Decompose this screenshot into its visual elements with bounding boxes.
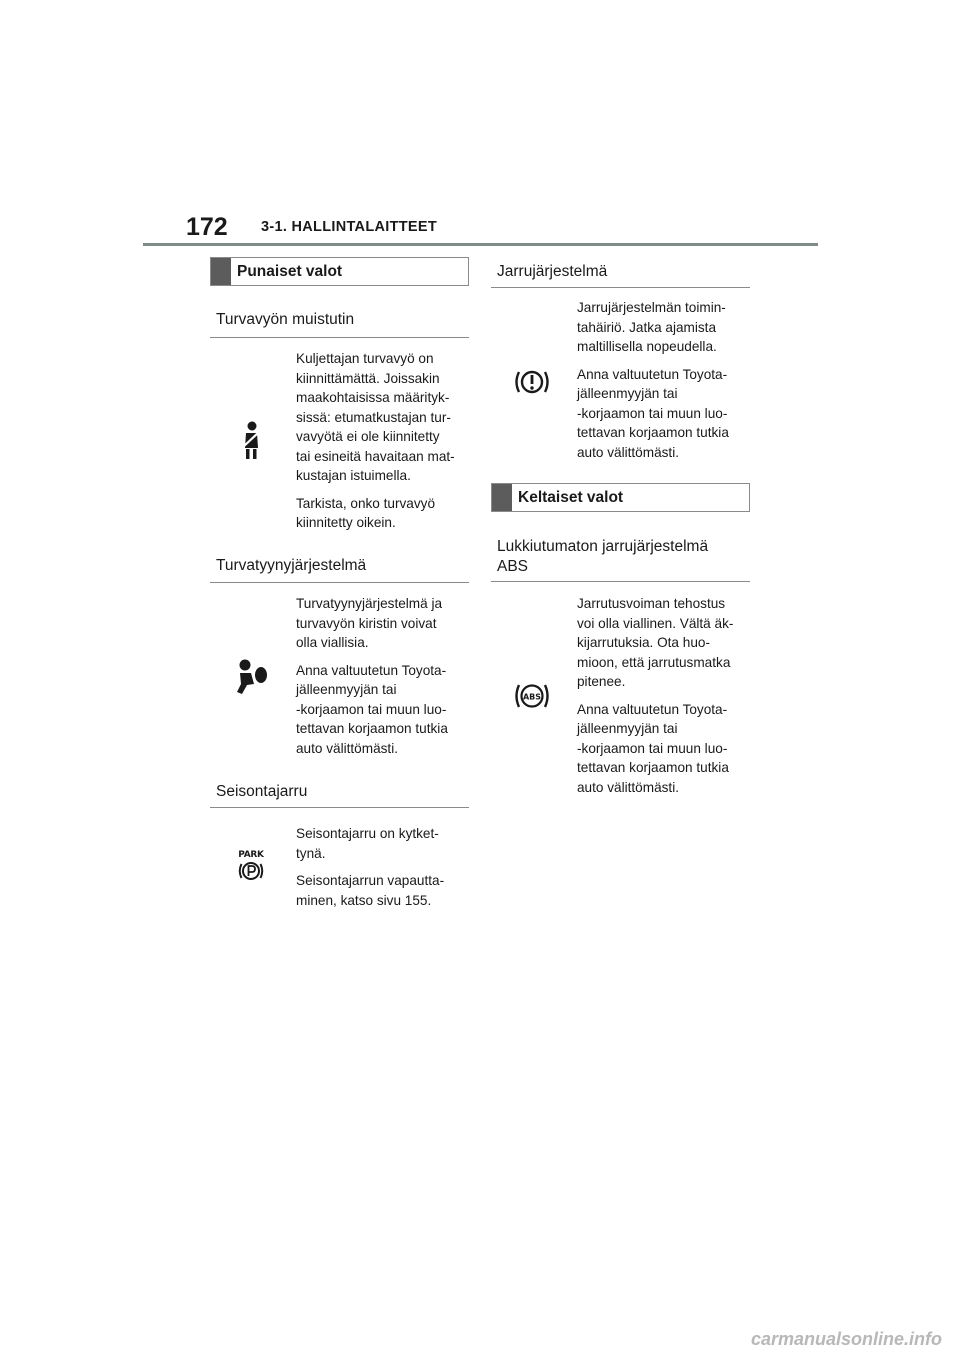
- abs-paragraph-1: Jarrutusvoiman tehostus voi olla viallinen. Vältä äk- kijarrutuksia. Ota huo- mioon, että jarrutusmatka pitenee.: [577, 596, 734, 689]
- abs-icon: [513, 680, 551, 717]
- parking-brake-paragraph-2: Seisontajarrun vapautta- minen, katso sivu 155.: [296, 873, 445, 908]
- abs-title-line-1: Lukkiutumaton jarrujärjestelmä: [497, 538, 709, 555]
- abs-paragraph-2: Anna valtuutetun Toyota- jälleenmyyjän tai -korjaamon tai muun luo- tettavan korjaamon tutkia auto välittömästi.: [577, 701, 729, 795]
- header-rule: [143, 243, 818, 246]
- abs-icon-label: ABS: [522, 692, 542, 702]
- seatbelt-section-title: Turvavyön muistutin: [216, 311, 355, 328]
- brake-section-title: Jarrujärjestelmä: [497, 263, 608, 280]
- section-rule: [210, 337, 469, 338]
- abs-section-title: [497, 537, 708, 577]
- section-rule: [491, 581, 750, 582]
- section-rule: [210, 807, 469, 808]
- yellow-lights-title: Keltaiset valot: [518, 489, 624, 506]
- seatbelt-paragraph-2: Tarkista, onko turvavyö kiinnitetty oikein.: [296, 495, 436, 530]
- abs-description: [577, 594, 757, 805]
- parking-brake-paragraph-1: Seisontajarru on kytket- tynä.: [296, 826, 439, 861]
- abs-title-line-2: ABS: [497, 558, 529, 575]
- section-rule: [210, 582, 469, 583]
- airbag-description: [296, 594, 476, 766]
- airbag-icon: [232, 658, 270, 701]
- page-number: 172: [186, 213, 228, 241]
- yellow-lights-band: [491, 483, 750, 512]
- park-label: PARK: [238, 850, 264, 860]
- brake-paragraph-1: Jarrujärjestelmän toimin- tahäiriö. Jatka ajamista maltillisella nopeudella.: [577, 300, 726, 354]
- airbag-paragraph-1: Turvatyynyjärjestelmä ja turvavyön kiristin voivat olla viallisia.: [296, 596, 443, 650]
- red-lights-title: Punaiset valot: [237, 263, 343, 280]
- chapter-title: 3-1. HALLINTALAITTEET: [261, 219, 437, 235]
- brake-warning-icon: [513, 367, 551, 402]
- parking-brake-icon: [236, 850, 266, 882]
- brake-paragraph-2: Anna valtuutetun Toyota- jälleenmyyjän tai -korjaamon tai muun luo- tettavan korjaamon tutkia auto välittömästi.: [577, 366, 729, 460]
- brake-description: [577, 298, 757, 470]
- seatbelt-paragraph-1: Kuljettajan turvavyö on kiinnittämättä. Joissakin maakohtaisissa määrityk- sissä: etumatkustajan tur- vavyötä ei ole kiinnitetty tai esineitä havaitaan mat- kustajan istuimella.: [296, 351, 455, 483]
- red-lights-band: [210, 257, 469, 286]
- seatbelt-description: [296, 349, 476, 541]
- band-swatch: [492, 484, 512, 511]
- band-swatch: [211, 258, 231, 285]
- section-rule: [491, 287, 750, 288]
- seatbelt-icon: [238, 420, 264, 465]
- airbag-section-title: Turvatyynyjärjestelmä: [216, 557, 367, 574]
- parking-brake-description: [296, 824, 476, 918]
- watermark-logo: carmanualsonline.info: [750, 1329, 942, 1349]
- parking-brake-section-title: Seisontajarru: [216, 783, 308, 800]
- airbag-paragraph-2: Anna valtuutetun Toyota- jälleenmyyjän tai -korjaamon tai muun luo- tettavan korjaamon tutkia auto välittömästi.: [296, 662, 448, 756]
